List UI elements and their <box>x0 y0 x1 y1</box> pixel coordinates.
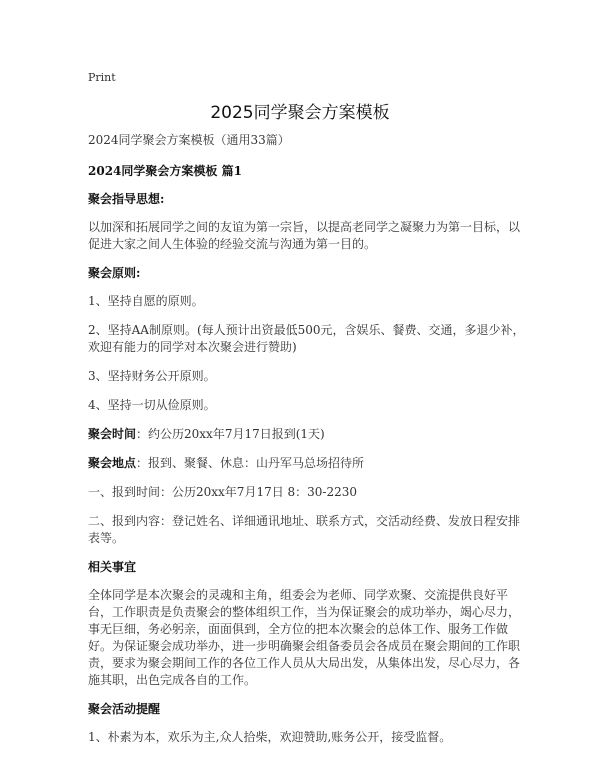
principle-item-3: 3、坚持财务公开原则。 <box>88 369 216 383</box>
guiding-heading: 聚会指导思想: <box>88 192 165 206</box>
reminder-item-1: 1、朴素为本，欢乐为主,众人拾柴，欢迎赞助,账务公开，接受监督。 <box>88 730 452 744</box>
document-title: 2025同学聚会方案模板 <box>210 103 390 123</box>
schedule-item-2: 二、报到内容：登记姓名、详细通讯地址、联系方式，交活动经费、发放日程安排表等。 <box>88 514 521 545</box>
schedule-item-1: 一、报到时间：公历20xx年7月17日 8：30-2230 <box>88 485 358 499</box>
section-heading-article-1: 2024同学聚会方案模板 篇1 <box>88 164 242 178</box>
time-line <box>88 426 528 443</box>
place-value: ：报到、聚餐、休息：山丹军马总场招待所 <box>136 456 365 470</box>
place-line <box>88 455 528 472</box>
principle-item-2: 2、坚持AA制原则。(每人预计出资最低500元，含娱乐、餐费、交通，多退少补，欢迎有能力的同学对本次聚会进行赞助) <box>88 323 525 354</box>
principle-item-4: 4、坚持一切从俭原则。 <box>88 398 216 412</box>
related-paragraph: 全体同学是本次聚会的灵魂和主角，组委会为老师、同学欢聚、交流提供良好平台，工作职责是负责聚会的整体组织工作，当为保证聚会的成功举办，竭心尽力，事无巨细，务必躬亲，面面俱到，全方位的把本次聚会的总体工作、服务工作做好。为保证聚会成功举办，进一步明确聚会组备委员会各成员在聚会期间的工作职责，要求为聚会期间工作的各位工作人员从大局出发，从集体出发，尽心尽力，各施其职，出色完成各自的工作。 <box>88 588 521 687</box>
print-label[interactable]: Print <box>88 71 116 84</box>
principle-item-1: 1、坚持自愿的原则。 <box>88 294 204 308</box>
principles-heading: 聚会原则: <box>88 266 141 280</box>
guiding-paragraph: 以加深和拓展同学之间的友谊为第一宗旨，以提高老同学之凝聚力为第一目标，以促进大家之间人生体验的经验交流与沟通为第一目的。 <box>88 220 521 251</box>
place-label: 聚会地点 <box>88 456 137 470</box>
document-body <box>88 132 528 756</box>
reminder-heading: 聚会活动提醒 <box>88 702 161 716</box>
time-label: 聚会时间 <box>88 427 137 441</box>
time-value: ：约公历20xx年7月17日报到(1天) <box>136 427 325 441</box>
related-heading: 相关事宜 <box>88 560 137 574</box>
document-subtitle: 2024同学聚会方案模板（通用33篇） <box>88 133 290 147</box>
